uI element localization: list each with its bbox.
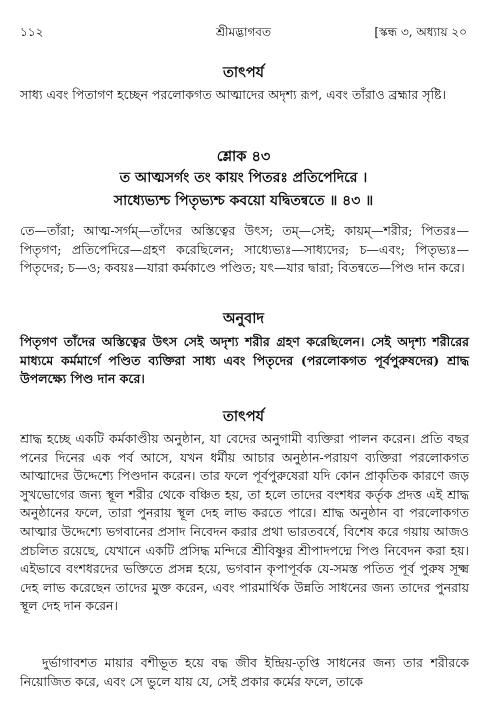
purport-heading: তাৎপর্য [222,64,265,81]
purport-heading-2: তাৎপর্য [222,408,265,425]
running-header [20,24,467,46]
synonyms-text: তে—তাঁরা; আত্ম-সর্গম্—তাঁদের অস্তিত্বের উৎস; তম্—সেই; কায়ম্—শরীর; পিতরঃ—পিতৃগণ; প্রতিপেদিরে—গ্রহণ করেছিলেন; সাধ্যেভ্যঃ—সাধ্যদের; চ—এবং; পিতৃভ্যঃ—পিতৃদের; চ—ও; কবয়ঃ—যারা কর্মকাণ্ডে পণ্ডিত; যৎ—যার দ্বারা; বিতন্বতে—পিণ্ড দান করে। [20,223,469,276]
purport-paragraph-1: শ্রাদ্ধ হচ্ছে একটি কর্মকাণ্ডীয় অনুষ্ঠান, যা বেদের অনুগামী ব্যক্তিরা পালন করেন। প্রতি বছর পনের দিনের এক পর্ব আসে, যখন ধর্মীয় আচার অনুষ্ঠান-পরায়ণ ব্যক্তিরা পরলোকগত আত্মাদের উদ্দেশ্যে পিণ্ডদান করেন। তার ফলে পূর্বপুরুষেরা যদি কোন প্রাকৃতিক কারণে জড় সুখভোগের জন্য স্থূল শরীর থেকে বঞ্চিত হয়, তা হলে তাদের বংশধর কর্তৃক প্রদত্ত এই শ্রাদ্ধ অনুষ্ঠানের ফলে, তারা পুনরায় স্থূল দেহ লাভ করতে পারে। শ্রাদ্ধ অনুষ্ঠান বা পরলোকগত আত্মার উদ্দেশ্যে ভগবানের প্রসাদ নিবেদন করার প্রথা ভারতবর্ষে, বিশেষ করে গয়ায় আজও প্রচলিত রয়েছে, যেখানে একটি প্রসিদ্ধ মন্দিরে শ্রীবিষ্ণুর শ্রীপাদপদ্মে পিণ্ড নিবেদন করা হয়। এইভাবে বংশধরদের ভক্তিতে প্রসন্ন হয়ে, ভগবান কৃপাপূর্বক যে-সমস্ত পতিত পূর্ব পুরুষ সূক্ষ্ম দেহ লাভ করেছেন তাদের মুক্ত করেন, এবং পারমার্থিক উন্নতি সাধনের জন্য তাদের পুনরায় স্থূল দেহ দান করেন। [20,431,469,614]
verse-line-1: ত আত্মসর্গং তং কায়ং পিতরঃ প্রতিপেদিরে । [119,170,368,186]
book-title: শ্রীমদ্ভাগবত [215,25,271,39]
translation-heading: অনুবাদ [222,310,265,327]
verse-line-2: সাধ্যেভ্যশ্চ পিতৃভ্যশ্চ কবয়ো যদ্বিতন্বতে ॥ ৪৩ ॥ [113,193,374,209]
chapter-reference: [স্কন্ধ ৩, অধ্যায় ২০ [374,25,467,39]
purport-text: সাধ্য এবং পিতাগণ হচ্ছেন পরলোকগত আত্মাদের অদৃশ্য রূপ, এবং তাঁরাও ব্রহ্মার সৃষ্টি। [20,87,446,102]
verse-heading: শ্লোক ৪৩ [216,148,271,165]
translation-text: পিতৃগণ তাঁদের অস্তিত্বের উৎস সেই অদৃশ্য শরীর গ্রহণ করেছিলেন। সেই অদৃশ্য শরীরের মাধ্যমে কর্মমার্গে পণ্ডিত ব্যক্তিরা সাধ্য এবং পিতৃদের (পরলোকগত পূর্বপুরুষদের) শ্রাদ্ধ উপলক্ষ্যে পিণ্ড দান করে। [20,334,469,387]
purport-paragraph-2: দুর্ভাগাবশত মায়ার বশীভূত হয়ে বদ্ধ জীব ইন্দ্রিয়-তৃপ্তি সাধনের জন্য তার শরীরকে নিয়োজিত করে, এবং সে ভুলে যায় যে, সেই প্রকার কর্মের ফলে, তাকে [20,655,469,689]
page-number: ১১২ [20,25,44,39]
